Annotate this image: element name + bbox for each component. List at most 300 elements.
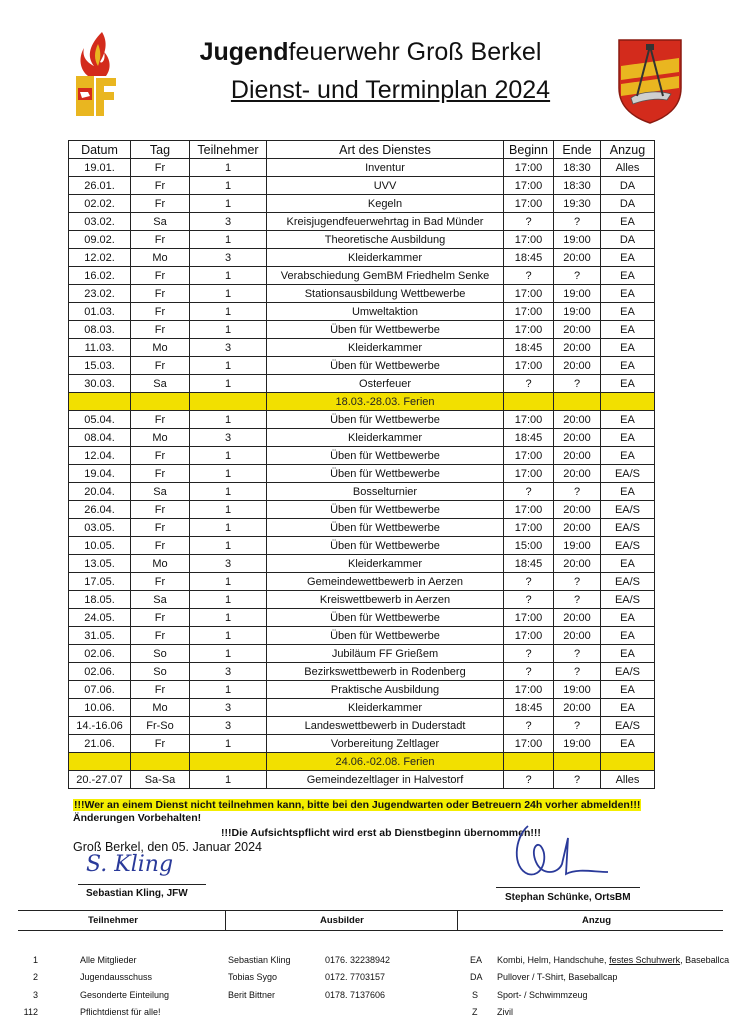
service-cell: Üben für Wettbewerbe [267,537,504,555]
participants-cell: 1 [190,771,267,789]
dress-cell: EA [601,249,655,267]
table-row [69,267,655,285]
dress-cell: EA [601,735,655,753]
dress-cell: EA [601,429,655,447]
end-cell: ? [554,573,601,591]
start-cell: 17:00 [504,681,554,699]
date-cell: 26.01. [69,177,131,195]
end-cell: 19:00 [554,303,601,321]
date-cell: 13.05. [69,555,131,573]
trainer-name: Sebastian Kling [228,955,291,965]
table-row [69,501,655,519]
participants-cell: 1 [190,447,267,465]
participants-cell: 1 [190,591,267,609]
service-cell: Kleiderkammer [267,699,504,717]
holiday-label: 24.06.-02.08. Ferien [267,753,504,771]
day-cell: Fr-So [131,717,190,735]
table-row [69,177,655,195]
end-cell: 20:00 [554,357,601,375]
service-cell: Kleiderkammer [267,339,504,357]
title-rest: feuerwehr Groß Berkel [288,38,542,66]
service-cell: Üben für Wettbewerbe [267,609,504,627]
holiday-cell [190,753,267,771]
participants-cell: 3 [190,339,267,357]
service-cell: Inventur [267,159,504,177]
end-cell: 20:00 [554,609,601,627]
day-cell: Sa [131,591,190,609]
day-cell: Mo [131,429,190,447]
left-signatory: Sebastian Kling, JFW [86,888,188,899]
end-cell: 20:00 [554,339,601,357]
service-cell: Umweltaktion [267,303,504,321]
dress-cell: EA [601,213,655,231]
day-cell: Fr [131,735,190,753]
service-cell: Üben für Wettbewerbe [267,465,504,483]
participants-cell: 1 [190,357,267,375]
day-cell: Fr [131,681,190,699]
holiday-cell [601,753,655,771]
day-cell: Fr [131,195,190,213]
day-cell: Sa [131,213,190,231]
date-cell: 20.-27.07 [69,771,131,789]
day-cell: Fr [131,321,190,339]
holiday-row [69,753,655,771]
left-signature-handwriting [86,852,173,877]
end-cell: 20:00 [554,627,601,645]
date-cell: 12.04. [69,447,131,465]
end-cell: 20:00 [554,555,601,573]
start-cell: 17:00 [504,357,554,375]
end-cell: 20:00 [554,465,601,483]
participant-code: 3 [32,990,38,1000]
date-cell: 05.04. [69,411,131,429]
dress-desc [497,955,729,965]
dress-cell: EA [601,681,655,699]
dress-cell: EA [601,627,655,645]
day-cell: Sa-Sa [131,771,190,789]
date-cell: 03.02. [69,213,131,231]
date-cell: 03.05. [69,519,131,537]
absence-warning: !!!Wer an einem Dienst nicht teilnehmen kann, bitte bei den Jugendwarten oder Betreuern 24h vorher abmelden!!! [74,799,641,811]
dress-cell: EA/S [601,717,655,735]
day-cell: So [131,663,190,681]
date-cell: 09.02. [69,231,131,249]
holiday-cell [69,393,131,411]
participants-cell: 1 [190,645,267,663]
legend-header-dress: Anzug [582,915,612,926]
day-cell: Fr [131,519,190,537]
dress-desc: Zivil [497,1007,513,1017]
end-cell: 20:00 [554,321,601,339]
left-signature-line [78,884,206,885]
day-cell: Fr [131,357,190,375]
col-header: Tag [131,141,190,159]
date-cell: 02.02. [69,195,131,213]
start-cell: 18:45 [504,699,554,717]
table-row [69,663,655,681]
table-row [69,195,655,213]
day-cell: Mo [131,249,190,267]
start-cell: ? [504,771,554,789]
right-signatory: Stephan Schünke, OrtsBM [505,892,631,903]
dress-cell: Alles [601,771,655,789]
table-row [69,303,655,321]
participants-cell: 3 [190,717,267,735]
dress-cell: EA/S [601,663,655,681]
table-row [69,627,655,645]
participants-cell: 1 [190,735,267,753]
start-cell: 17:00 [504,195,554,213]
start-cell: 17:00 [504,411,554,429]
participants-cell: 1 [190,267,267,285]
dress-cell: EA/S [601,465,655,483]
participants-cell: 3 [190,429,267,447]
date-cell: 23.02. [69,285,131,303]
table-row [69,483,655,501]
start-cell: 17:00 [504,447,554,465]
participant-code: 112 [23,1007,38,1017]
legend-header-participants: Teilnehmer [88,915,138,926]
date-cell: 12.02. [69,249,131,267]
service-cell: Vorbereitung Zeltlager [267,735,504,753]
table-row [69,735,655,753]
start-cell: 17:00 [504,231,554,249]
participant-label: Gesonderte Einteilung [80,990,170,1000]
service-cell: Üben für Wettbewerbe [267,357,504,375]
end-cell: 20:00 [554,519,601,537]
holiday-row [69,393,655,411]
participants-cell: 1 [190,573,267,591]
service-cell: Kleiderkammer [267,555,504,573]
col-header: Anzug [601,141,655,159]
dress-code: Z [472,1007,478,1017]
table-row [69,285,655,303]
dress-cell: EA [601,357,655,375]
dress-cell: EA [601,321,655,339]
table-row [69,429,655,447]
holiday-cell [554,753,601,771]
service-cell: Bezirkswettbewerb in Rodenberg [267,663,504,681]
participants-cell: 1 [190,501,267,519]
trainer-phone: 0172. 7703157 [325,972,386,982]
schedule-table [68,140,655,789]
handwriting-text: S. Kling [86,852,174,877]
start-cell: ? [504,267,554,285]
table-row [69,213,655,231]
end-cell: 18:30 [554,159,601,177]
start-cell: 17:00 [504,609,554,627]
start-cell: 17:00 [504,735,554,753]
end-cell: ? [554,645,601,663]
service-cell: Kleiderkammer [267,249,504,267]
dress-code: DA [470,972,483,982]
service-cell: Bosselturnier [267,483,504,501]
page-subtitle [0,76,741,105]
dress-cell: EA [601,483,655,501]
dress-cell: EA [601,375,655,393]
start-cell: 18:45 [504,249,554,267]
participants-cell: 3 [190,249,267,267]
participants-cell: 1 [190,303,267,321]
table-row [69,231,655,249]
date-cell: 26.04. [69,501,131,519]
trainer-name: Tobias Sygo [228,972,278,982]
participant-label: Jugendausschuss [80,972,153,982]
end-cell: ? [554,591,601,609]
date-cell: 17.05. [69,573,131,591]
table-row [69,681,655,699]
participants-cell: 1 [190,519,267,537]
day-cell: Sa [131,483,190,501]
date-cell: 07.06. [69,681,131,699]
date-cell: 30.03. [69,375,131,393]
service-cell: Üben für Wettbewerbe [267,627,504,645]
trainer-phone: 0176. 32238942 [325,955,391,965]
participants-cell: 1 [190,627,267,645]
service-cell: Landeswettbewerb in Duderstadt [267,717,504,735]
start-cell: ? [504,213,554,231]
end-cell: 20:00 [554,447,601,465]
logo-text: JF [72,30,74,31]
dress-desc: Sport- / Schwimmzeug [497,990,588,1000]
table-row [69,537,655,555]
service-cell: Üben für Wettbewerbe [267,411,504,429]
table-row [69,771,655,789]
dress-desc-post: , Baseballca [680,955,730,965]
holiday-cell [69,753,131,771]
end-cell: ? [554,771,601,789]
participants-cell: 1 [190,537,267,555]
trainer-name: Berit Bittner [228,990,276,1000]
service-cell: Gemeindewettbewerb in Aerzen [267,573,504,591]
participants-cell: 1 [190,195,267,213]
date-cell: 01.03. [69,303,131,321]
day-cell: Fr [131,177,190,195]
service-cell: Praktische Ausbildung [267,681,504,699]
day-cell: Fr [131,159,190,177]
table-row [69,447,655,465]
participants-cell: 1 [190,483,267,501]
table-row [69,375,655,393]
end-cell: ? [554,663,601,681]
day-cell: Fr [131,465,190,483]
service-cell: Kegeln [267,195,504,213]
date-cell: 14.-16.06 [69,717,131,735]
dress-code: EA [470,955,483,965]
dress-cell: EA [601,285,655,303]
service-cell: Theoretische Ausbildung [267,231,504,249]
end-cell: ? [554,717,601,735]
table-header-row [69,141,655,159]
subtitle-text: Dienst- und Terminplan 2024 [230,76,551,104]
dress-cell: EA/S [601,591,655,609]
dress-cell: Alles [601,159,655,177]
end-cell: 19:00 [554,285,601,303]
service-cell: Üben für Wettbewerbe [267,447,504,465]
table-row [69,411,655,429]
date-cell: 15.03. [69,357,131,375]
start-cell: ? [504,483,554,501]
table-row [69,609,655,627]
start-cell: 17:00 [504,465,554,483]
date-cell: 31.05. [69,627,131,645]
date-cell: 02.06. [69,663,131,681]
table-row [69,339,655,357]
day-cell: Mo [131,339,190,357]
dress-cell: EA [601,699,655,717]
end-cell: 20:00 [554,501,601,519]
service-cell: Üben für Wettbewerbe [267,321,504,339]
day-cell: So [131,645,190,663]
day-cell: Fr [131,303,190,321]
col-header: Beginn [504,141,554,159]
date-cell: 08.04. [69,429,131,447]
table-row [69,519,655,537]
dress-cell: EA [601,411,655,429]
place-date: Groß Berkel, den 05. Januar 2024 [73,840,263,854]
holiday-cell [131,753,190,771]
dress-cell: EA/S [601,501,655,519]
participant-label: Alle Mitglieder [80,955,137,965]
date-cell: 08.03. [69,321,131,339]
start-cell: 17:00 [504,159,554,177]
dress-cell: EA [601,645,655,663]
dress-cell: DA [601,195,655,213]
end-cell: 19:00 [554,681,601,699]
dress-cell: EA [601,609,655,627]
date-cell: 10.05. [69,537,131,555]
service-cell: Kleiderkammer [267,429,504,447]
changes-note: Änderungen Vorbehalten! [73,812,202,824]
col-header: Datum [69,141,131,159]
participants-cell: 1 [190,465,267,483]
participant-label: Pflichtdienst für alle! [80,1007,161,1017]
end-cell: 19:30 [554,195,601,213]
participant-code: 1 [32,955,38,965]
end-cell: ? [554,483,601,501]
holiday-cell [504,393,554,411]
start-cell: 18:45 [504,339,554,357]
start-cell: 17:00 [504,627,554,645]
start-cell: ? [504,717,554,735]
legend-top-rule [18,910,723,911]
participants-cell: 1 [190,231,267,249]
participants-cell: 3 [190,555,267,573]
end-cell: 19:00 [554,231,601,249]
service-cell: Üben für Wettbewerbe [267,501,504,519]
service-cell: Üben für Wettbewerbe [267,519,504,537]
start-cell: 17:00 [504,519,554,537]
day-cell: Fr [131,573,190,591]
dress-cell: EA [601,267,655,285]
day-cell: Mo [131,699,190,717]
dress-cell: DA [601,177,655,195]
end-cell: ? [554,267,601,285]
end-cell: 20:00 [554,429,601,447]
table-row [69,573,655,591]
date-cell: 18.05. [69,591,131,609]
table-row [69,159,655,177]
holiday-cell [504,753,554,771]
dress-cell: EA [601,555,655,573]
service-cell: Osterfeuer [267,375,504,393]
date-cell: 20.04. [69,483,131,501]
dress-cell: DA [601,231,655,249]
right-signature-line [496,887,640,888]
participants-cell: 1 [190,285,267,303]
day-cell: Fr [131,267,190,285]
day-cell: Fr [131,537,190,555]
date-cell: 21.06. [69,735,131,753]
date-cell: 10.06. [69,699,131,717]
start-cell: 17:00 [504,303,554,321]
start-cell: ? [504,663,554,681]
service-cell: Stationsausbildung Wettbewerbe [267,285,504,303]
dress-cell: EA [601,303,655,321]
right-signature-scribble [508,818,618,888]
start-cell: 17:00 [504,321,554,339]
start-cell: ? [504,375,554,393]
start-cell: 15:00 [504,537,554,555]
dress-cell: EA/S [601,573,655,591]
date-cell: 11.03. [69,339,131,357]
legend-divider [457,910,458,930]
start-cell: 18:45 [504,555,554,573]
holiday-label: 18.03.-28.03. Ferien [267,393,504,411]
day-cell: Mo [131,555,190,573]
participants-cell: 3 [190,213,267,231]
schedule-body [69,159,655,789]
holiday-cell [601,393,655,411]
table-row [69,357,655,375]
day-cell: Fr [131,609,190,627]
start-cell: 18:45 [504,429,554,447]
legend-header-trainers: Ausbilder [320,915,364,926]
participants-cell: 1 [190,159,267,177]
start-cell: 17:00 [504,285,554,303]
participants-cell: 1 [190,681,267,699]
end-cell: 18:30 [554,177,601,195]
table-row [69,249,655,267]
service-cell: Jubiläum FF Grießem [267,645,504,663]
dress-cell: EA [601,447,655,465]
participants-cell: 3 [190,663,267,681]
day-cell: Fr [131,447,190,465]
table-row [69,465,655,483]
participants-cell: 1 [190,609,267,627]
start-cell: 17:00 [504,501,554,519]
end-cell: 19:00 [554,735,601,753]
table-row [69,591,655,609]
start-cell: 17:00 [504,177,554,195]
date-cell: 16.02. [69,267,131,285]
table-row [69,699,655,717]
day-cell: Fr [131,501,190,519]
participant-code: 2 [32,972,38,982]
supervision-note: !!!Die Aufsichtspflicht wird erst ab Dienstbeginn übernommen!!! [221,827,541,839]
dress-cell: EA/S [601,519,655,537]
title-bold: Jugend [199,38,289,66]
col-header: Ende [554,141,601,159]
dress-desc: Pullover / T-Shirt, Baseballcap [497,972,618,982]
date-cell: 19.01. [69,159,131,177]
holiday-cell [190,393,267,411]
participants-cell: 1 [190,321,267,339]
day-cell: Sa [131,375,190,393]
start-cell: ? [504,645,554,663]
end-cell: 20:00 [554,411,601,429]
service-cell: Gemeindezeltlager in Halvestorf [267,771,504,789]
